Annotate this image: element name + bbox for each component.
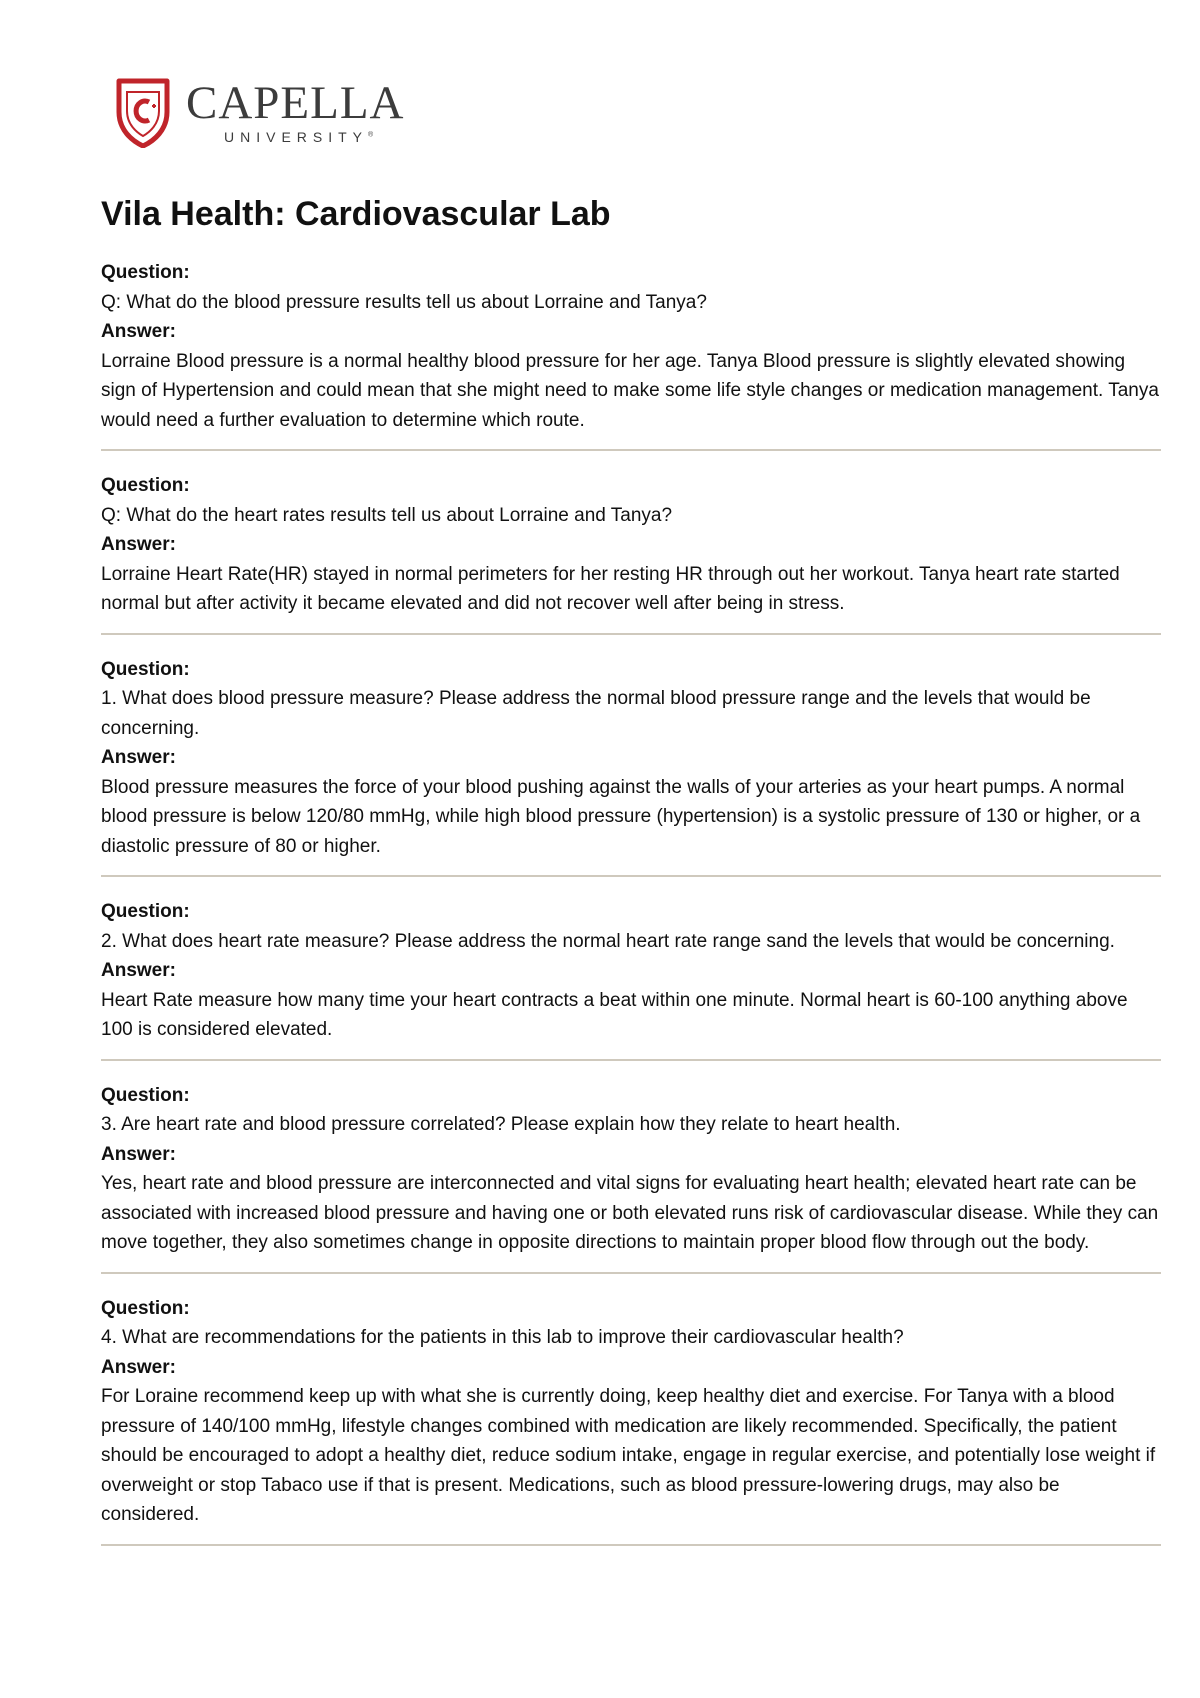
question-label: Question: xyxy=(101,1084,190,1106)
qa-section xyxy=(101,471,1161,635)
question-text: 1. What does blood pressure measure? Please address the normal blood pressure range and the levels that would be concerning. xyxy=(101,688,1091,739)
answer-text: Yes, heart rate and blood pressure are interconnected and vital signs for evaluating heart health; elevated heart rate can be associated with increased blood pressure and having one or both elevated runs risk of cardiovascular disease. While they can move together, they also sometimes change in opposite directions to maintain proper blood flow through out the body. xyxy=(101,1173,1159,1253)
qa-section xyxy=(101,258,1161,451)
question-label: Question: xyxy=(101,262,190,283)
answer-label: Answer: xyxy=(101,1143,176,1165)
question-text: 3. Are heart rate and blood pressure correlated? Please explain how they relate to heart health. xyxy=(101,1114,901,1135)
logo-subtitle xyxy=(224,130,373,144)
answer-label: Answer: xyxy=(101,534,176,555)
question-label: Question: xyxy=(101,658,190,680)
qa-list xyxy=(101,258,1161,1566)
answer-text: Lorraine Blood pressure is a normal healthy blood pressure for her age. Tanya Blood pressure is slightly elevated showing sign of Hypertension and could mean that she might need to make some life style changes or medication management. Tanya would need a further evaluation to determine which route. xyxy=(101,350,1159,431)
logo-subtitle-text: UNIVERSITY xyxy=(224,129,369,145)
answer-text: For Loraine recommend keep up with what she is currently doing, keep healthy diet and exercise. For Tanya with a blood pressure of 140/100 mmHg, lifestyle changes combined with medication are likely recommended. Specifically, the patient should be encouraged to adopt a healthy diet, reduce sodium intake, engage in regular exercise, and potentially lose weight if overweight or stop Tabaco use if that is present. Medications, such as blood pressure-lowering drugs, may also be considered. xyxy=(101,1386,1156,1525)
question-label: Question: xyxy=(101,901,190,922)
logo-name: CAPELLA xyxy=(186,77,405,129)
qa-section xyxy=(101,1294,1161,1546)
question-text: 2. What does heart rate measure? Please address the normal heart rate range sand the levels that would be concerning. xyxy=(101,930,1115,952)
question-text: 4. What are recommendations for the patients in this lab to improve their cardiovascular health? xyxy=(101,1327,904,1348)
answer-text: Heart Rate measure how many time your heart contracts a beat within one minute. Normal heart is 60-100 anything above 100 is considered elevated. xyxy=(101,989,1128,1040)
logo-trademark: ® xyxy=(368,131,374,139)
qa-section xyxy=(101,897,1161,1061)
qa-section xyxy=(101,1081,1161,1274)
qa-section xyxy=(101,655,1161,878)
capella-logo xyxy=(116,78,436,150)
answer-label: Answer: xyxy=(101,1356,176,1378)
answer-text: Lorraine Heart Rate(HR) stayed in normal perimeters for her resting HR through out her workout. Tanya heart rate started normal but after activity it became elevated and did not recover well after being in stress. xyxy=(101,563,1120,614)
shield-icon xyxy=(116,78,170,148)
answer-text: Blood pressure measures the force of your blood pushing against the walls of your arteries as your heart pumps. A normal blood pressure is below 120/80 mmHg, while high blood pressure (hypertension) is a systolic pressure of 130 or higher, or a diastolic pressure of 80 or higher. xyxy=(101,776,1141,857)
question-label: Question: xyxy=(101,1297,190,1319)
question-label: Question: xyxy=(101,475,190,496)
question-text: Q: What do the heart rates results tell us about Lorraine and Tanya? xyxy=(101,504,673,526)
question-text: Q: What do the blood pressure results tell us about Lorraine and Tanya? xyxy=(101,291,707,313)
page-title: Vila Health: Cardiovascular Lab xyxy=(101,195,611,233)
answer-label: Answer: xyxy=(101,321,176,342)
answer-label: Answer: xyxy=(101,747,176,768)
answer-label: Answer: xyxy=(101,960,176,981)
